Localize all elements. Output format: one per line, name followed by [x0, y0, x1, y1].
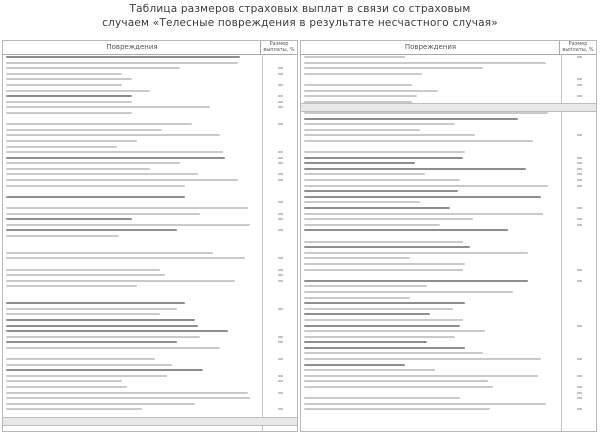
- text-line-placeholder: [6, 297, 124, 299]
- text-line-placeholder: [304, 218, 473, 220]
- percent-value-placeholder: [278, 313, 283, 315]
- text-line-placeholder: [6, 73, 122, 75]
- text-line-placeholder: [6, 229, 177, 231]
- text-line-placeholder: [304, 297, 410, 299]
- text-line-placeholder: [304, 56, 405, 58]
- percent-value-placeholder: [577, 123, 582, 125]
- text-line-placeholder: [304, 392, 463, 394]
- percent-value-placeholder: [278, 285, 283, 287]
- text-line-placeholder: [304, 347, 465, 349]
- percent-value-placeholder: [278, 146, 283, 148]
- text-line-placeholder: [304, 62, 546, 64]
- percent-value-placeholder: [278, 347, 283, 349]
- text-line-placeholder: [304, 224, 440, 226]
- text-line-placeholder: [6, 157, 225, 159]
- text-line-placeholder: [304, 168, 526, 170]
- left-table: [2, 40, 298, 432]
- text-line-placeholder: [304, 151, 465, 153]
- percent-value-placeholder: [577, 341, 582, 343]
- text-line-placeholder: [6, 201, 215, 203]
- left-percent-values: [264, 56, 298, 414]
- percent-value-placeholder: [577, 229, 582, 231]
- percent-value-placeholder: [577, 313, 582, 315]
- percent-value-placeholder: [577, 67, 582, 69]
- text-line-placeholder: [6, 252, 213, 254]
- text-line-placeholder: [6, 185, 185, 187]
- percent-value-placeholder: [278, 241, 283, 243]
- left-header-percent: Размер выплаты, %: [260, 41, 297, 54]
- text-line-placeholder: [304, 269, 463, 271]
- text-line-placeholder: [304, 319, 463, 321]
- percent-value-placeholder: [278, 118, 283, 120]
- text-line-placeholder: [304, 352, 483, 354]
- percent-value-placeholder: [278, 297, 283, 299]
- percent-value-placeholder: [278, 56, 283, 58]
- text-line-placeholder: [6, 168, 150, 170]
- text-line-placeholder: [6, 213, 200, 215]
- text-line-placeholder: [304, 235, 448, 237]
- percent-value-placeholder: [278, 229, 283, 231]
- text-line-placeholder: [6, 380, 122, 382]
- percent-value-placeholder: [278, 173, 283, 175]
- text-line-placeholder: [6, 90, 150, 92]
- percent-value-placeholder: [577, 380, 582, 382]
- percent-value-placeholder: [278, 358, 283, 360]
- text-line-placeholder: [6, 95, 132, 97]
- percent-value-placeholder: [577, 241, 582, 243]
- percent-value-placeholder: [278, 341, 283, 343]
- text-line-placeholder: [6, 218, 132, 220]
- text-line-placeholder: [6, 78, 132, 80]
- text-line-placeholder: [304, 330, 485, 332]
- percent-value-placeholder: [577, 352, 582, 354]
- percent-value-placeholder: [577, 168, 582, 170]
- text-line-placeholder: [304, 341, 427, 343]
- text-line-placeholder: [304, 78, 427, 80]
- percent-value-placeholder: [577, 146, 582, 148]
- percent-value-placeholder: [577, 257, 582, 259]
- text-line-placeholder: [304, 325, 460, 327]
- right-header-percent: Размер выплаты, %: [559, 41, 596, 54]
- percent-value-placeholder: [278, 263, 283, 265]
- percent-value-placeholder: [577, 375, 582, 377]
- title-line-2: случаем «Телесные повреждения в результате несчастного случая»: [102, 17, 498, 29]
- text-line-placeholder: [6, 397, 250, 399]
- percent-value-placeholder: [278, 196, 283, 198]
- text-line-placeholder: [304, 190, 458, 192]
- percent-value-placeholder: [577, 364, 582, 366]
- text-line-placeholder: [304, 95, 417, 97]
- text-line-placeholder: [6, 291, 228, 293]
- percent-value-placeholder: [577, 347, 582, 349]
- percent-value-placeholder: [278, 90, 283, 92]
- text-line-placeholder: [6, 123, 192, 125]
- text-line-placeholder: [6, 84, 122, 86]
- text-line-placeholder: [6, 263, 157, 265]
- right-table-header: [301, 41, 596, 55]
- text-line-placeholder: [304, 403, 546, 405]
- percent-value-placeholder: [278, 352, 283, 354]
- text-line-placeholder: [304, 302, 465, 304]
- percent-value-placeholder: [278, 129, 283, 131]
- percent-value-placeholder: [278, 224, 283, 226]
- percent-value-placeholder: [577, 358, 582, 360]
- left-header-name: Повреждения: [106, 43, 158, 51]
- document-title: [80, 2, 520, 30]
- left-table-rows: [6, 56, 258, 414]
- left-percent-divider: [262, 54, 263, 431]
- percent-value-placeholder: [278, 73, 283, 75]
- text-line-placeholder: [6, 67, 180, 69]
- percent-value-placeholder: [278, 123, 283, 125]
- text-line-placeholder: [6, 246, 150, 248]
- text-line-placeholder: [6, 207, 248, 209]
- percent-value-placeholder: [278, 257, 283, 259]
- percent-value-placeholder: [278, 392, 283, 394]
- text-line-placeholder: [6, 196, 185, 198]
- percent-value-placeholder: [577, 285, 582, 287]
- text-line-placeholder: [6, 134, 220, 136]
- text-line-placeholder: [6, 403, 195, 405]
- right-table: [300, 40, 597, 432]
- text-line-placeholder: [304, 241, 463, 243]
- text-line-placeholder: [304, 84, 412, 86]
- text-line-placeholder: [304, 157, 463, 159]
- text-line-placeholder: [6, 118, 250, 120]
- text-line-placeholder: [6, 336, 200, 338]
- percent-value-placeholder: [577, 408, 582, 410]
- text-line-placeholder: [304, 146, 511, 148]
- percent-value-placeholder: [577, 291, 582, 293]
- text-line-placeholder: [6, 269, 160, 271]
- percent-value-placeholder: [278, 67, 283, 69]
- text-line-placeholder: [6, 162, 180, 164]
- percent-value-placeholder: [577, 336, 582, 338]
- percent-value-placeholder: [577, 78, 582, 80]
- text-line-placeholder: [6, 274, 165, 276]
- percent-value-placeholder: [278, 78, 283, 80]
- percent-value-placeholder: [278, 207, 283, 209]
- text-line-placeholder: [304, 257, 410, 259]
- text-line-placeholder: [304, 336, 455, 338]
- text-line-placeholder: [304, 263, 465, 265]
- percent-value-placeholder: [278, 62, 283, 64]
- percent-value-placeholder: [577, 201, 582, 203]
- percent-value-placeholder: [278, 397, 283, 399]
- text-line-placeholder: [6, 392, 248, 394]
- percent-value-placeholder: [278, 101, 283, 103]
- percent-value-placeholder: [577, 73, 582, 75]
- percent-value-placeholder: [278, 364, 283, 366]
- percent-value-placeholder: [278, 201, 283, 203]
- percent-value-placeholder: [577, 207, 582, 209]
- text-line-placeholder: [6, 112, 132, 114]
- text-line-placeholder: [6, 285, 137, 287]
- text-line-placeholder: [304, 380, 488, 382]
- percent-value-placeholder: [577, 302, 582, 304]
- percent-value-placeholder: [278, 336, 283, 338]
- percent-value-placeholder: [577, 297, 582, 299]
- percent-value-placeholder: [577, 56, 582, 58]
- percent-value-placeholder: [577, 369, 582, 371]
- right-section-bar: [301, 103, 596, 112]
- percent-value-placeholder: [278, 213, 283, 215]
- right-header-name: Повреждения: [404, 43, 457, 51]
- text-line-placeholder: [304, 246, 470, 248]
- text-line-placeholder: [6, 352, 240, 354]
- percent-value-placeholder: [278, 246, 283, 248]
- percent-value-placeholder: [577, 280, 582, 282]
- text-line-placeholder: [304, 179, 460, 181]
- text-line-placeholder: [304, 73, 422, 75]
- percent-value-placeholder: [278, 134, 283, 136]
- percent-value-placeholder: [278, 403, 283, 405]
- text-line-placeholder: [6, 257, 245, 259]
- percent-value-placeholder: [577, 263, 582, 265]
- text-line-placeholder: [304, 285, 427, 287]
- text-line-placeholder: [6, 358, 155, 360]
- text-line-placeholder: [304, 213, 543, 215]
- percent-value-placeholder: [577, 179, 582, 181]
- text-line-placeholder: [304, 123, 455, 125]
- text-line-placeholder: [6, 386, 127, 388]
- percent-value-placeholder: [577, 403, 582, 405]
- percent-value-placeholder: [577, 274, 582, 276]
- percent-value-placeholder: [577, 330, 582, 332]
- text-line-placeholder: [304, 162, 415, 164]
- text-line-placeholder: [6, 173, 198, 175]
- percent-value-placeholder: [577, 157, 582, 159]
- percent-value-placeholder: [278, 302, 283, 304]
- percent-value-placeholder: [577, 392, 582, 394]
- percent-value-placeholder: [278, 190, 283, 192]
- text-line-placeholder: [304, 252, 528, 254]
- percent-value-placeholder: [577, 319, 582, 321]
- percent-value-placeholder: [577, 397, 582, 399]
- percent-value-placeholder: [577, 62, 582, 64]
- text-line-placeholder: [6, 375, 167, 377]
- percent-value-placeholder: [577, 95, 582, 97]
- percent-value-placeholder: [577, 173, 582, 175]
- text-line-placeholder: [304, 201, 420, 203]
- percent-value-placeholder: [577, 308, 582, 310]
- percent-value-placeholder: [577, 246, 582, 248]
- text-line-placeholder: [304, 196, 541, 198]
- percent-value-placeholder: [278, 280, 283, 282]
- text-line-placeholder: [304, 375, 538, 377]
- percent-value-placeholder: [278, 218, 283, 220]
- percent-value-placeholder: [577, 235, 582, 237]
- text-line-placeholder: [6, 325, 198, 327]
- text-line-placeholder: [304, 397, 460, 399]
- text-line-placeholder: [304, 140, 533, 142]
- percent-value-placeholder: [278, 179, 283, 181]
- percent-value-placeholder: [278, 168, 283, 170]
- left-section-bar: [3, 417, 297, 426]
- percent-value-placeholder: [278, 252, 283, 254]
- percent-value-placeholder: [278, 162, 283, 164]
- percent-value-placeholder: [577, 218, 582, 220]
- percent-value-placeholder: [278, 140, 283, 142]
- percent-value-placeholder: [577, 185, 582, 187]
- text-line-placeholder: [6, 106, 210, 108]
- text-line-placeholder: [304, 207, 450, 209]
- percent-value-placeholder: [577, 84, 582, 86]
- text-line-placeholder: [304, 112, 548, 114]
- text-line-placeholder: [6, 241, 140, 243]
- text-line-placeholder: [304, 129, 420, 131]
- percent-value-placeholder: [278, 157, 283, 159]
- text-line-placeholder: [6, 129, 162, 131]
- percent-value-placeholder: [278, 375, 283, 377]
- percent-value-placeholder: [577, 325, 582, 327]
- text-line-placeholder: [304, 369, 435, 371]
- text-line-placeholder: [6, 319, 195, 321]
- text-line-placeholder: [6, 302, 185, 304]
- percent-value-placeholder: [577, 190, 582, 192]
- text-line-placeholder: [304, 386, 493, 388]
- percent-value-placeholder: [278, 380, 283, 382]
- text-line-placeholder: [6, 190, 243, 192]
- percent-value-placeholder: [278, 291, 283, 293]
- text-line-placeholder: [6, 146, 117, 148]
- text-line-placeholder: [304, 308, 453, 310]
- text-line-placeholder: [6, 56, 240, 58]
- percent-value-placeholder: [577, 213, 582, 215]
- percent-value-placeholder: [577, 90, 582, 92]
- text-line-placeholder: [6, 313, 160, 315]
- percent-value-placeholder: [577, 140, 582, 142]
- percent-value-placeholder: [278, 325, 283, 327]
- percent-value-placeholder: [278, 408, 283, 410]
- left-table-header: [3, 41, 297, 55]
- percent-value-placeholder: [278, 84, 283, 86]
- title-line-1: Таблица размеров страховых выплат в связи со страховым: [129, 3, 471, 15]
- text-line-placeholder: [6, 101, 132, 103]
- text-line-placeholder: [304, 274, 463, 276]
- text-line-placeholder: [304, 67, 483, 69]
- percent-value-placeholder: [278, 308, 283, 310]
- text-line-placeholder: [304, 118, 518, 120]
- percent-value-placeholder: [577, 129, 582, 131]
- text-line-placeholder: [6, 364, 172, 366]
- percent-value-placeholder: [278, 112, 283, 114]
- percent-value-placeholder: [278, 319, 283, 321]
- percent-value-placeholder: [278, 151, 283, 153]
- text-line-placeholder: [6, 62, 238, 64]
- text-line-placeholder: [6, 140, 137, 142]
- text-line-placeholder: [6, 408, 142, 410]
- percent-value-placeholder: [278, 185, 283, 187]
- text-line-placeholder: [304, 134, 475, 136]
- text-line-placeholder: [6, 224, 250, 226]
- text-line-placeholder: [6, 330, 228, 332]
- percent-value-placeholder: [577, 112, 582, 114]
- percent-value-placeholder: [278, 106, 283, 108]
- percent-value-placeholder: [577, 386, 582, 388]
- percent-value-placeholder: [577, 252, 582, 254]
- text-line-placeholder: [304, 90, 438, 92]
- text-line-placeholder: [304, 313, 430, 315]
- percent-value-placeholder: [278, 386, 283, 388]
- text-line-placeholder: [6, 308, 177, 310]
- percent-value-placeholder: [278, 269, 283, 271]
- text-line-placeholder: [6, 280, 235, 282]
- percent-value-placeholder: [278, 235, 283, 237]
- text-line-placeholder: [304, 280, 528, 282]
- text-line-placeholder: [304, 291, 513, 293]
- text-line-placeholder: [6, 369, 203, 371]
- text-line-placeholder: [6, 235, 119, 237]
- percent-value-placeholder: [577, 118, 582, 120]
- text-line-placeholder: [304, 185, 548, 187]
- text-line-placeholder: [6, 347, 220, 349]
- percent-value-placeholder: [577, 162, 582, 164]
- percent-value-placeholder: [278, 330, 283, 332]
- text-line-placeholder: [304, 229, 508, 231]
- percent-value-placeholder: [577, 196, 582, 198]
- text-line-placeholder: [304, 358, 541, 360]
- text-line-placeholder: [304, 173, 425, 175]
- text-line-placeholder: [304, 408, 490, 410]
- percent-value-placeholder: [278, 274, 283, 276]
- percent-value-placeholder: [278, 369, 283, 371]
- text-line-placeholder: [304, 364, 405, 366]
- text-line-placeholder: [6, 151, 223, 153]
- percent-value-placeholder: [577, 224, 582, 226]
- text-line-placeholder: [6, 341, 177, 343]
- text-line-placeholder: [6, 179, 238, 181]
- percent-value-placeholder: [577, 151, 582, 153]
- percent-value-placeholder: [577, 134, 582, 136]
- percent-value-placeholder: [577, 269, 582, 271]
- percent-value-placeholder: [278, 95, 283, 97]
